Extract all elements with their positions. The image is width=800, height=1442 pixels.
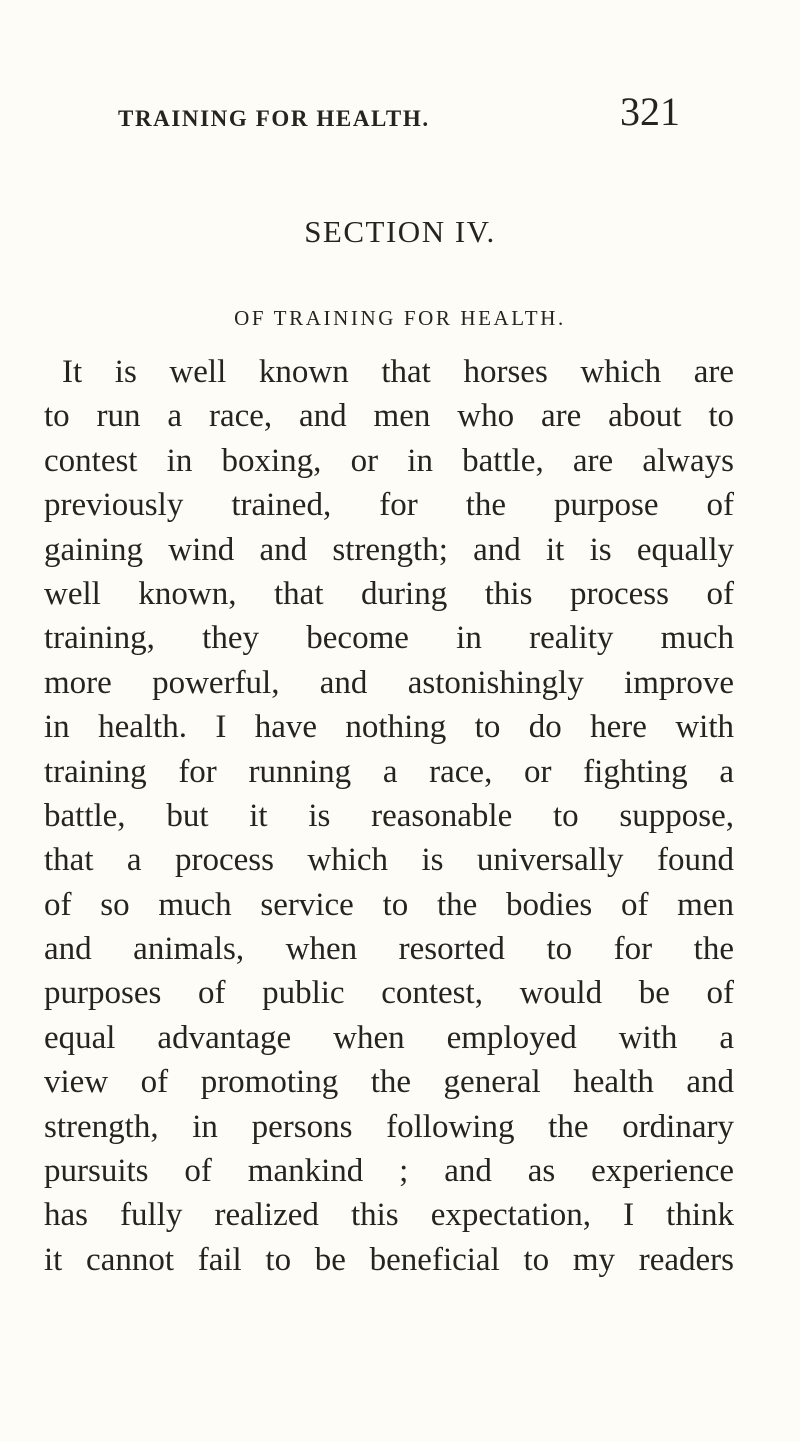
text-line: it cannot fail to be beneficial to my readers (44, 1241, 734, 1278)
section-heading: SECTION IV. (304, 214, 496, 249)
body-text (44, 350, 734, 1282)
running-head (118, 89, 680, 142)
text-line: view of promoting the general health and (44, 1064, 734, 1101)
text-line: and animals, when resorted to for the (44, 931, 734, 968)
text-line: more powerful, and astonishingly improve (44, 664, 734, 701)
text-line: has fully realized this expectation, I think (44, 1197, 734, 1234)
text-line: in health. I have nothing to do here with (44, 709, 734, 746)
text-line: to run a race, and men who are about to (44, 398, 734, 435)
text-line: It is well known that horses which are (62, 354, 734, 390)
text-line: previously trained, for the purpose of (44, 487, 734, 524)
text-line: battle, but it is reasonable to suppose, (44, 797, 734, 834)
text-line: purposes of public contest, would be of (44, 975, 734, 1012)
section-subheading: OF TRAINING FOR HEALTH. (234, 306, 566, 330)
text-line: of so much service to the bodies of men (44, 886, 734, 923)
text-line: training for running a race, or fighting a (44, 753, 734, 790)
running-title: TRAINING FOR HEALTH. (118, 106, 430, 131)
text-line: pursuits of mankind ; and as experience (44, 1153, 734, 1190)
text-line: training, they become in reality much (44, 620, 734, 657)
text-line: equal advantage when employed with a (44, 1019, 734, 1056)
text-line: gaining wind and strength; and it is equally (44, 531, 734, 568)
text-line: that a process which is universally found (44, 842, 734, 879)
text-line: well known, that during this process of (44, 575, 734, 612)
text-line: strength, in persons following the ordinary (44, 1108, 734, 1145)
page-number: 321 (620, 89, 680, 134)
text-line: contest in boxing, or in battle, are always (44, 442, 734, 479)
